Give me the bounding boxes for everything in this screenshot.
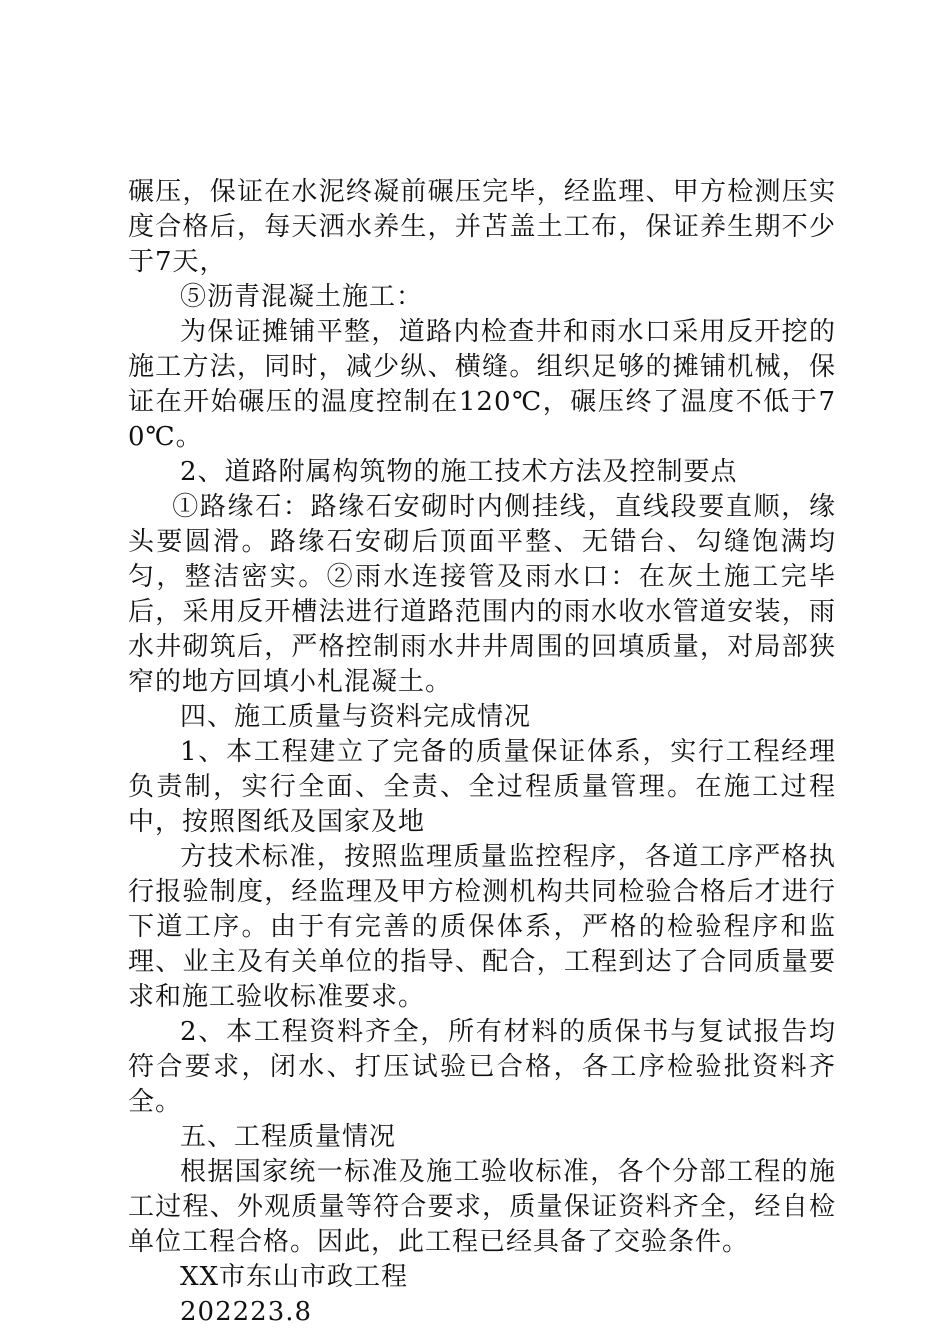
- paragraph-asphalt-paving: 为保证摊铺平整，道路内检查井和雨水口采用反开挖的施工方法，同时，减少纵、横缝。组织足够的摊铺机械，保证在开始碾压的温度控制在120℃，碾压终了温度不低于70℃。: [128, 317, 836, 452]
- paragraph-records-complete: 2、本工程资料齐全，所有材料的质保书与复试报告均符合要求，闭水、打压试验已合格，各工序检验批资料齐全。: [128, 1017, 836, 1117]
- heading-quality-and-records: 四、施工质量与资料完成情况: [180, 702, 532, 732]
- paragraph-curbstone-rainwater: ①路缘石：路缘石安砌时内侧挂线，直线段要直顺，缘头要圆滑。路缘石安砌后顶面平整、无错台、勾缝饱满均匀，整洁密实。②雨水连接管及雨水口：在灰土施工完毕后，采用反开槽法进行道路范围内的雨水收水管道安装，雨水井砌筑后，严格控制雨水井井周围的回填质量，对局部狭窄的地方回填小札混凝土。: [128, 492, 836, 697]
- heading-asphalt-concrete: ⑤沥青混凝土施工：: [180, 282, 424, 312]
- heading-ancillary-structures: 2、道路附属构筑物的施工技术方法及控制要点: [180, 457, 738, 487]
- signature-organization: XX市东山市政工程: [180, 1262, 409, 1292]
- document-body: [128, 175, 836, 1330]
- paragraph-compaction-curing: 碾压，保证在水泥终凝前碾压完毕，经监理、甲方检测压实度合格后，每天洒水养生，并苫盖土工布，保证养生期不少于7天，: [128, 177, 836, 277]
- signature-date: 202223.8: [180, 1297, 313, 1327]
- paragraph-quality-system: 1、本工程建立了完备的质量保证体系，实行工程经理负责制，实行全面、全责、全过程质量管理。在施工过程中，按照图纸及国家及地: [128, 737, 836, 837]
- heading-project-quality: 五、工程质量情况: [180, 1122, 397, 1152]
- paragraph-technical-standards: 方技术标准，按照监理质量监控程序，各道工序严格执行报验制度，经监理及甲方检测机构共同检验合格后才进行下道工序。由于有完善的质保体系，严格的检验程序和监理、业主及有关单位的指导、配合，工程到达了合同质量要求和施工验收标准要求。: [128, 842, 836, 1012]
- paragraph-quality-conclusion: 根据国家统一标准及施工验收标准，各个分部工程的施工过程、外观质量等符合要求，质量保证资料齐全，经自检单位工程合格。因此，此工程已经具备了交验条件。: [128, 1157, 836, 1257]
